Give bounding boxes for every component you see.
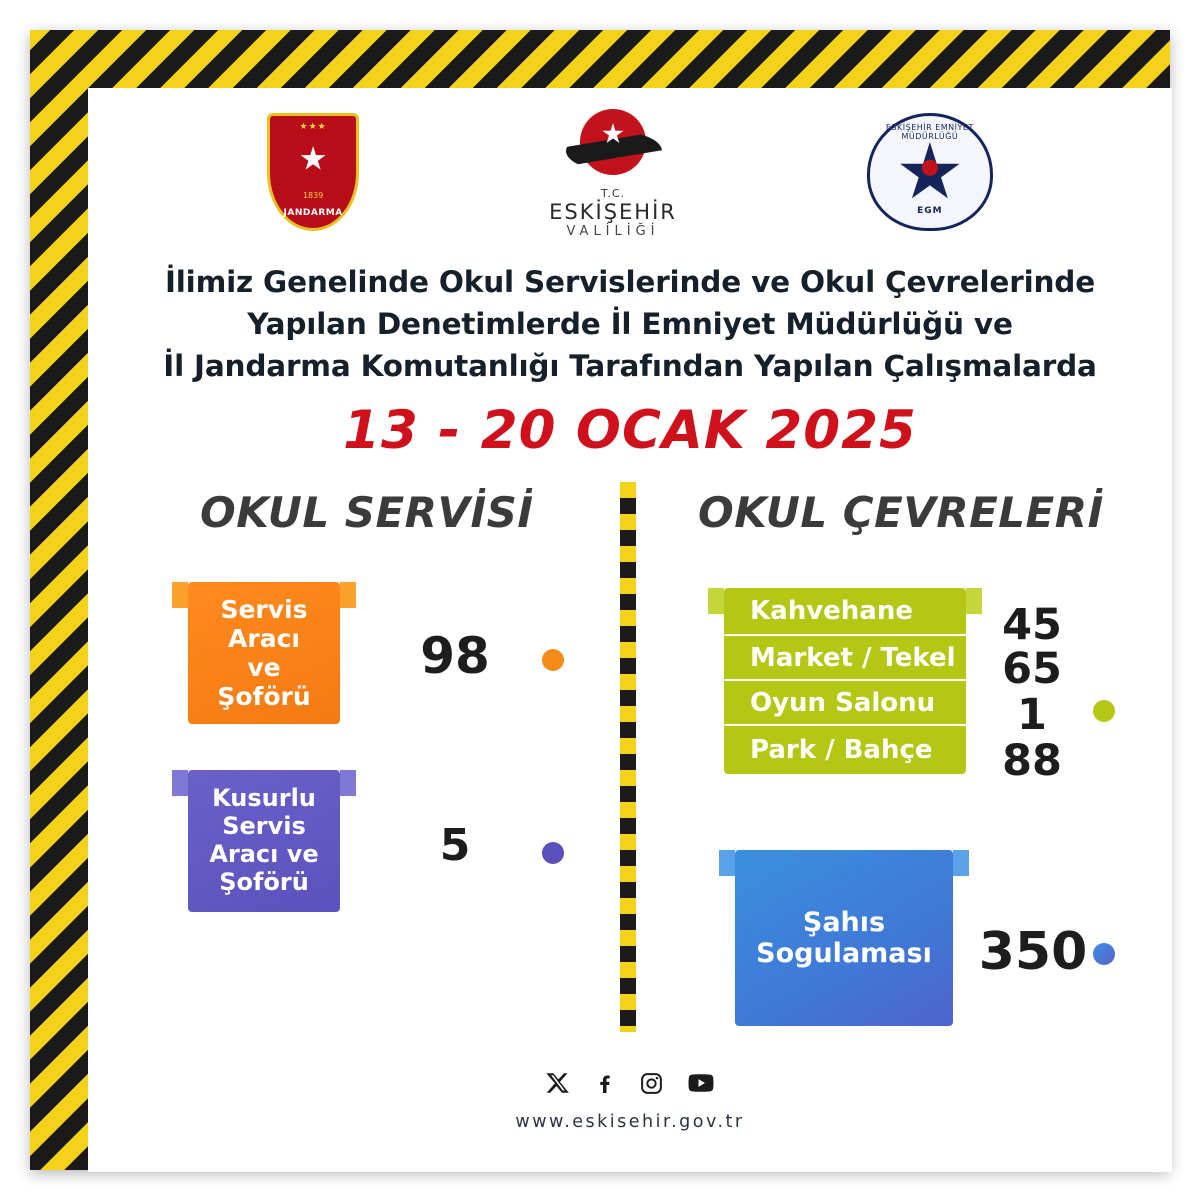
bullet-servis-icon: [542, 649, 564, 671]
valilik-sub-label: VALİLİĞİ: [566, 224, 660, 239]
emniyet-arc-label: ESKİŞEHİR EMNİYET MÜDÜRLÜĞÜ: [885, 123, 974, 141]
jandarma-shield-icon: [267, 113, 359, 231]
card-sahis-label-1: Şahıs: [802, 906, 886, 938]
headline-line-3: İl Jandarma Komutanlığı Tarafından Yapılan Çalışmalarda: [163, 348, 1097, 383]
list-item: [724, 681, 966, 726]
card-kusurlu-servis: [188, 770, 340, 912]
card-kusurlu-label-2: Servis: [222, 812, 306, 841]
valilik-city-label: ESKİŞEHİR: [549, 200, 677, 224]
green-row-label-1: Market / Tekel: [750, 642, 956, 673]
date-range: 13 - 20 OCAK 2025: [343, 400, 917, 461]
hazard-divider: [620, 482, 636, 1032]
emniyet-badge-icon: [867, 113, 993, 231]
green-row-label-0: Kahvehane: [750, 596, 913, 626]
jandarma-year: 1839: [302, 191, 324, 200]
jandarma-stars: ★★★: [299, 122, 327, 132]
value-market-tekel: 65: [1002, 644, 1062, 694]
headline: [120, 262, 1140, 388]
jandarma-name: JANDARMA: [283, 208, 343, 218]
valilik-logo: [549, 105, 677, 239]
card-kusurlu-label-4: Şoförü: [219, 867, 309, 896]
card-sahis-sorgulamasi: [735, 850, 953, 1026]
card-servis-araci: [188, 582, 340, 724]
green-row-label-2: Oyun Salonu: [750, 687, 936, 718]
list-item: [724, 588, 966, 636]
x-icon[interactable]: [545, 1070, 571, 1096]
facebook-icon[interactable]: [593, 1071, 617, 1095]
website-url[interactable]: www.eskisehir.gov.tr: [515, 1112, 745, 1132]
section-title-okul-cevreleri: OKUL ÇEVRELERİ: [698, 488, 1104, 537]
card-sahis-label-2: Sogulaması: [756, 938, 932, 969]
headline-line-2: Yapılan Denetimlerde İl Emniyet Müdürlüğü ve: [247, 306, 1013, 341]
card-kusurlu-label-1: Kusurlu: [212, 784, 316, 813]
list-item: [724, 726, 966, 774]
bullet-kusurlu-icon: [542, 842, 564, 864]
social-links: [88, 1068, 1172, 1098]
valilik-mark-icon: [558, 105, 668, 185]
card-servis-label-1: Servis: [220, 595, 308, 624]
list-item: [724, 636, 966, 681]
bullet-okul-cevreleri-icon: [1093, 700, 1115, 722]
bullet-sahis-icon: [1093, 943, 1115, 965]
value-oyun-salonu: 1: [1017, 690, 1047, 740]
value-sahis-sorgulamasi: 350: [978, 922, 1088, 982]
jandarma-logo: [267, 113, 359, 231]
hazard-frame: [30, 30, 1170, 1170]
emniyet-egm-label: EGM: [917, 206, 943, 216]
emniyet-logo: [867, 113, 993, 231]
section-title-okul-servisi: OKUL SERVİSİ: [200, 488, 534, 537]
card-servis-label-3: ve: [247, 653, 281, 682]
jandarma-star-icon: [300, 146, 326, 172]
value-kusurlu-servis: 5: [439, 820, 471, 871]
green-row-label-3: Park / Bahçe: [750, 735, 933, 765]
card-kusurlu-label-3: Aracı ve: [209, 840, 319, 868]
emniyet-star-icon: [899, 142, 961, 204]
value-park-bahce: 88: [1002, 736, 1062, 786]
instagram-icon[interactable]: [639, 1071, 664, 1096]
logo-row: [88, 92, 1172, 252]
youtube-icon[interactable]: [686, 1068, 716, 1098]
value-servis-araci: 98: [420, 627, 490, 685]
headline-line-1: İlimiz Genelinde Okul Servislerinde ve Okul Çevrelerinde: [164, 265, 1096, 299]
card-servis-label-2: Aracı: [228, 624, 300, 653]
okul-cevreleri-list: [724, 588, 966, 774]
emniyet-star-center: [922, 160, 938, 176]
valilik-tc-label: T.C.: [600, 187, 626, 200]
card-servis-label-4: Şoförü: [217, 682, 311, 711]
value-kahvehane: 45: [1002, 600, 1062, 650]
